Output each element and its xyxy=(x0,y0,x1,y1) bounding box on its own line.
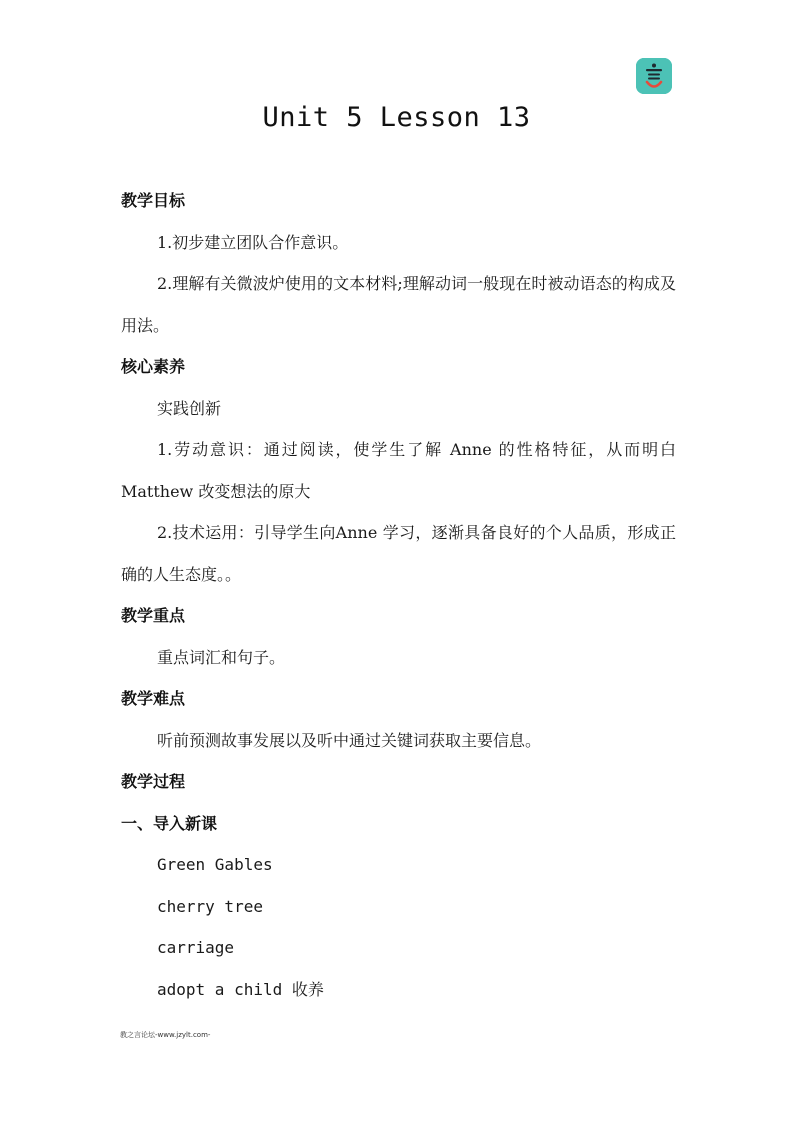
competency-item: 实践创新 xyxy=(157,398,222,418)
competency-item: 2.技术运用：引导学生向Anne 学习，逐渐具备良好的个人品质，形成正确的人生态度。。 xyxy=(121,523,676,584)
section-heading-competencies: 核心素养 xyxy=(121,357,186,376)
key-point-item: 重点词汇和句子。 xyxy=(157,647,286,667)
page-title: Unit 5 Lesson 13 xyxy=(262,102,531,133)
jiaozhiyan-logo-icon xyxy=(636,58,672,94)
objective-item: 2.理解有关微波炉使用的文本材料;理解动词一般现在时被动语态的构成及用法。 xyxy=(121,274,676,335)
objective-item: 1.初步建立团队合作意识。 xyxy=(157,232,349,252)
vocab-item: adopt a child 收养 xyxy=(157,979,324,999)
section-heading-objectives: 教学目标 xyxy=(121,191,186,210)
document-body xyxy=(121,180,676,1010)
vocab-item: cherry tree xyxy=(157,896,263,916)
vocab-item: Green Gables xyxy=(157,855,273,874)
section-heading-difficulties: 教学难点 xyxy=(121,689,186,708)
footer-watermark: 教之言论坛-www.jzylt.com- xyxy=(120,1031,211,1039)
difficulty-item: 听前预测故事发展以及听中通过关键词获取主要信息。 xyxy=(157,730,542,750)
competency-item: 1.劳动意识：通过阅读，使学生了解 Anne 的性格特征，从而明白 Matthew 改变想法的原大 xyxy=(121,440,676,501)
vocab-item: carriage xyxy=(157,938,235,957)
section-heading-key-points: 教学重点 xyxy=(121,606,186,625)
section-heading-process: 教学过程 xyxy=(121,772,186,791)
process-step-heading: 一、导入新课 xyxy=(121,813,218,833)
